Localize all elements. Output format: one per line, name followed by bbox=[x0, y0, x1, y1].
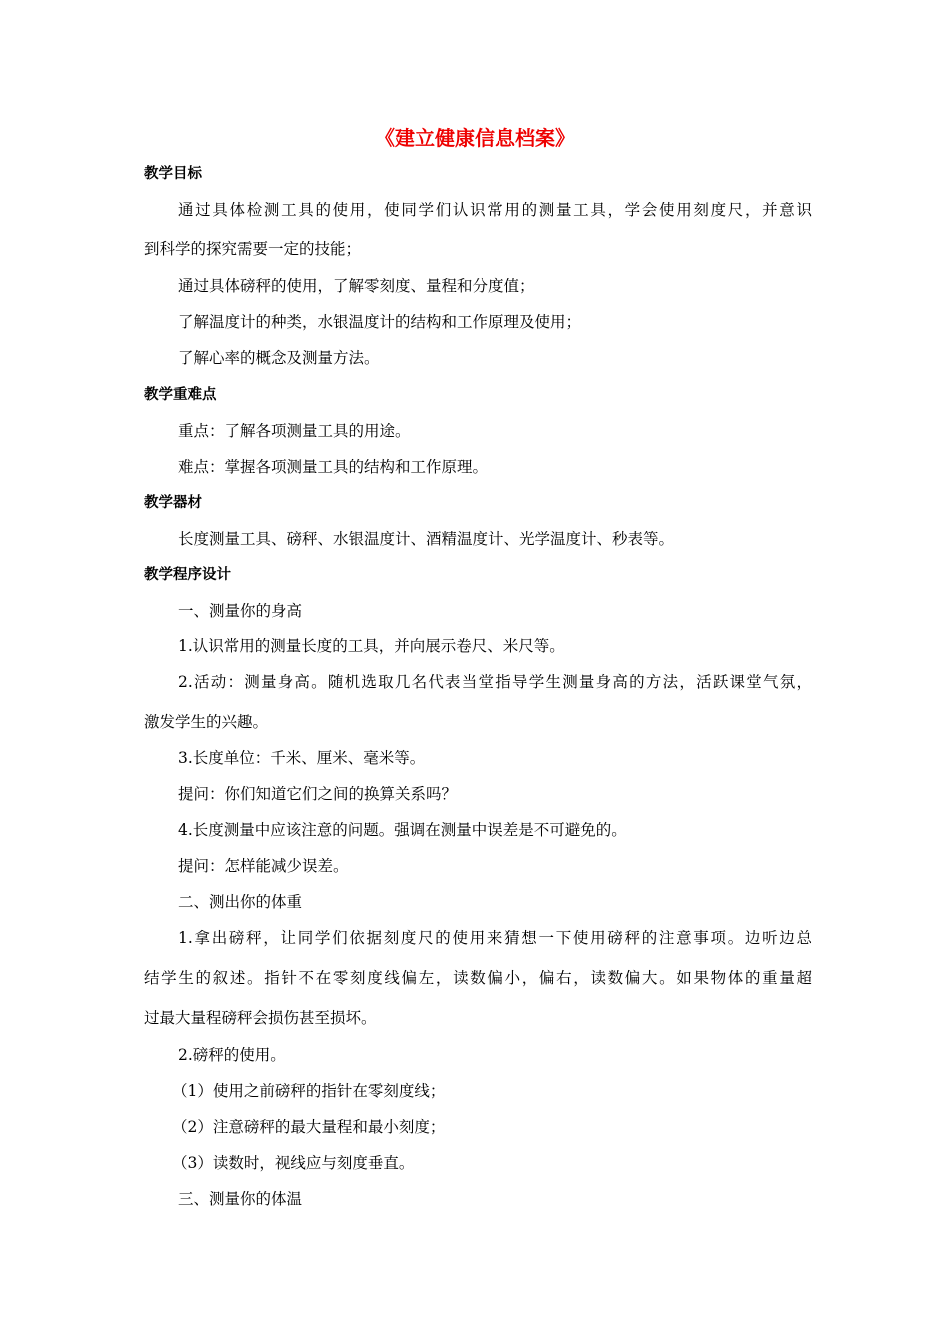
procedure-item-2-line-1: 2.活动：测量身高。随机选取几名代表当堂指导学生测量身高的方法，活跃课堂气氛， bbox=[178, 673, 812, 691]
section-heading-materials: 教学器材 bbox=[144, 495, 202, 511]
goals-paragraph-3: 了解温度计的种类，水银温度计的结构和工作原理及使用； bbox=[178, 313, 582, 331]
weight-item-1-line-3: 过最大量程磅秤会损伤甚至损坏。 bbox=[144, 1009, 377, 1027]
weight-item-2: 2.磅秤的使用。 bbox=[178, 1046, 286, 1064]
document-title: 《建立健康信息档案》 bbox=[375, 126, 575, 150]
section-heading-key-points: 教学重难点 bbox=[144, 387, 217, 403]
section-heading-procedure: 教学程序设计 bbox=[144, 567, 231, 583]
goals-paragraph-1-line-1: 通过具体检测工具的使用，使同学们认识常用的测量工具，学会使用刻度尺，并意识 bbox=[178, 201, 812, 219]
procedure-part-2-title: 二、测出你的体重 bbox=[178, 893, 303, 911]
weight-sub-item-3: （3）读数时，视线应与刻度垂直。 bbox=[172, 1154, 415, 1172]
goals-paragraph-1-line-2: 到科学的探究需要一定的技能； bbox=[144, 240, 362, 258]
weight-item-1-line-2: 结学生的叙述。指针不在零刻度线偏左，读数偏小，偏右，读数偏大。如果物体的重量超 bbox=[144, 969, 812, 987]
materials-list: 长度测量工具、磅秤、水银温度计、酒精温度计、光学温度计、秒表等。 bbox=[178, 530, 675, 548]
weight-sub-item-1: （1）使用之前磅秤的指针在零刻度线； bbox=[172, 1082, 446, 1100]
procedure-part-3-title: 三、测量你的体温 bbox=[178, 1190, 303, 1208]
weight-item-1-line-1: 1.拿出磅秤，让同学们依据刻度尺的使用来猜想一下使用磅秤的注意事项。边听边总 bbox=[178, 929, 812, 947]
section-heading-goals: 教学目标 bbox=[144, 166, 202, 182]
goals-paragraph-2: 通过具体磅秤的使用，了解零刻度、量程和分度值； bbox=[178, 277, 535, 295]
procedure-item-3: 3.长度单位：千米、厘米、毫米等。 bbox=[178, 749, 426, 767]
procedure-item-4: 4.长度测量中应该注意的问题。强调在测量中误差是不可避免的。 bbox=[178, 821, 627, 839]
procedure-question-1: 提问：你们知道它们之间的换算关系吗？ bbox=[178, 785, 458, 803]
procedure-item-2-line-2: 激发学生的兴趣。 bbox=[144, 713, 269, 731]
key-points-focus: 重点：了解各项测量工具的用途。 bbox=[178, 422, 411, 440]
procedure-question-2: 提问：怎样能减少误差。 bbox=[178, 857, 349, 875]
procedure-item-1: 1.认识常用的测量长度的工具，并向展示卷尺、米尺等。 bbox=[178, 637, 565, 655]
goals-paragraph-4: 了解心率的概念及测量方法。 bbox=[178, 349, 380, 367]
weight-sub-item-2: （2）注意磅秤的最大量程和最小刻度； bbox=[172, 1118, 446, 1136]
key-points-difficulty: 难点：掌握各项测量工具的结构和工作原理。 bbox=[178, 458, 489, 476]
procedure-part-1-title: 一、测量你的身高 bbox=[178, 602, 303, 620]
